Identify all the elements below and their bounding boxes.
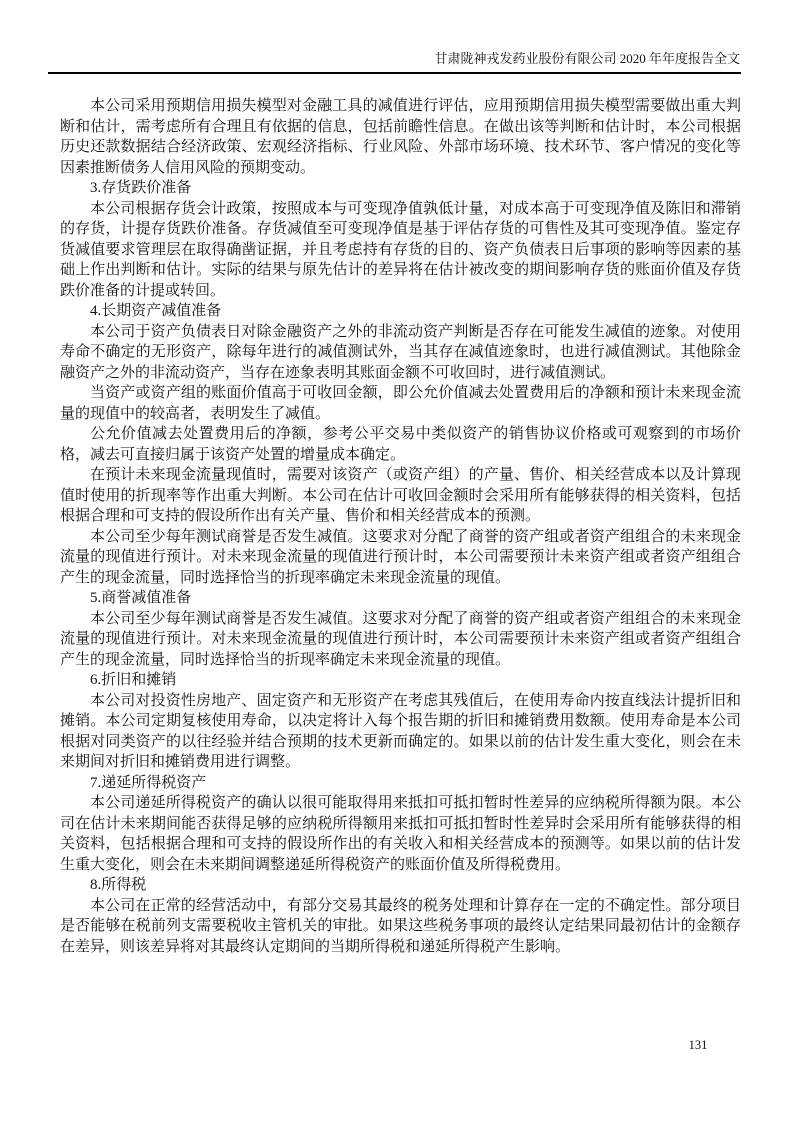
page-header-title: 甘肃陇神戎发药业股份有限公司 2020 年年度报告全文	[434, 51, 740, 66]
paragraph-deferred-tax-assets: 本公司递延所得税资产的确认以很可能取得用来抵扣可抵扣暂时性差异的应纳税所得额为限。本公司在估计未来期间能否获得足够的应纳税所得额用来抵扣可抵扣暂时性差异时会采用所有能够获得的相关资料，包括根据合理和可支持的假设所作出的有关收入和相关经营成本的预测等。如果以前的估计发生重大变化，则会在未来期间调整递延所得税资产的账面价值及所得税费用。	[60, 795, 741, 873]
section-heading-6-depreciation-amortization: 6.折旧和摊销	[90, 672, 177, 688]
document-body	[60, 96, 741, 957]
section-heading-3-inventory-provision: 3.存货跌价准备	[90, 180, 192, 196]
paragraph-inventory-provision: 本公司根据存货会计政策，按照成本与可变现净值孰低计量，对成本高于可变现净值及陈旧和滞销的存货，计提存货跌价准备。存货减值至可变现净值是基于评估存货的可售性及其可变现净值。鉴定存货减值要求管理层在取得确凿证据，并且考虑持有存货的目的、资产负债表日后事项的影响等因素的基础上作出判断和估计。实际的结果与原先估计的差异将在估计被改变的期间影响存货的账面价值及存货跌价准备的计提或转回。	[60, 200, 741, 299]
section-heading-5-goodwill-impairment: 5.商誉减值准备	[90, 590, 192, 606]
paragraph-income-tax: 本公司在正常的经营活动中，有部分交易其最终的税务处理和计算存在一定的不确定性。部分项目是否能够在税前列支需要税收主管机关的审批。如果这些税务事项的最终认定结果同最初估计的金额存在差异，则该差异将对其最终认定期间的当期所得税和递延所得税产生影响。	[60, 897, 741, 955]
paragraph-depreciation-amortization: 本公司对投资性房地产、固定资产和无形资产在考虑其残值后，在使用寿命内按直线法计提折旧和摊销。本公司定期复核使用寿命，以决定将计入每个报告期的折旧和摊销费用数额。使用寿命是本公司根据对同类资产的以往经验并结合预期的技术更新而确定的。如果以前的估计发生重大变化，则会在未来期间对折旧和摊销费用进行调整。	[60, 692, 741, 770]
paragraph-credit-loss-model: 本公司采用预期信用损失模型对金融工具的减值进行评估，应用预期信用损失模型需要做出重大判断和估计，需考虑所有合理且有依据的信息，包括前瞻性信息。在做出该等判断和估计时，本公司根据历史还款数据结合经济政策、宏观经济指标、行业风险、外部市场环境、技术环节、客户情况的变化等因素推断债务人信用风险的预期变动。	[60, 98, 741, 176]
paragraph-goodwill-annual-test: 本公司至少每年测试商誉是否发生减值。这要求对分配了商誉的资产组或者资产组组合的未来现金流量的现值进行预计。对未来现金流量的现值进行预计时，本公司需要预计未来资产组或者资产组组合产生的现金流量，同时选择恰当的折现率确定未来现金流量的现值。	[60, 528, 741, 586]
paragraph-impairment-indication: 本公司于资产负债表日对除金融资产之外的非流动资产判断是否存在可能发生减值的迹象。对使用寿命不确定的无形资产，除每年进行的减值测试外，当其存在减值迹象时，也进行减值测试。其他除金融资产之外的非流动资产，当存在迹象表明其账面金额不可收回时，进行减值测试。	[60, 323, 741, 381]
page-number: 131	[688, 1038, 708, 1052]
paragraph-future-cash-flow-estimate: 在预计未来现金流量现值时，需要对该资产（或资产组）的产量、售价、相关经营成本以及计算现值时使用的折现率等作出重大判断。本公司在估计可收回金额时会采用所有能够获得的相关资料，包括根据合理和可支持的假设所作出有关产量、售价和相关经营成本的预测。	[60, 467, 741, 524]
paragraph-carrying-value-above-recoverable: 当资产或资产组的账面价值高于可收回金额，即公允价值减去处置费用后的净额和预计未来现金流量的现值中的较高者，表明发生了减值。	[60, 385, 741, 422]
paragraph-goodwill-annual-test-repeat: 本公司至少每年测试商誉是否发生减值。这要求对分配了商誉的资产组或者资产组组合的未来现金流量的现值进行预计。对未来现金流量的现值进行预计时，本公司需要预计未来资产组或者资产组组合产生的现金流量，同时选择恰当的折现率确定未来现金流量的现值。	[60, 610, 741, 668]
section-heading-7-deferred-tax-assets: 7.递延所得税资产	[90, 774, 207, 791]
paragraph-fair-value-less-disposal-costs: 公允价值减去处置费用后的净额，参考公平交易中类似资产的销售协议价格或可观察到的市场价格，减去可直接归属于该资产处置的增量成本确定。	[60, 426, 741, 463]
header-rule	[48, 72, 741, 74]
section-heading-4-longterm-asset-impairment: 4.长期资产减值准备	[90, 303, 222, 319]
section-heading-8-income-tax: 8.所得税	[90, 877, 147, 893]
